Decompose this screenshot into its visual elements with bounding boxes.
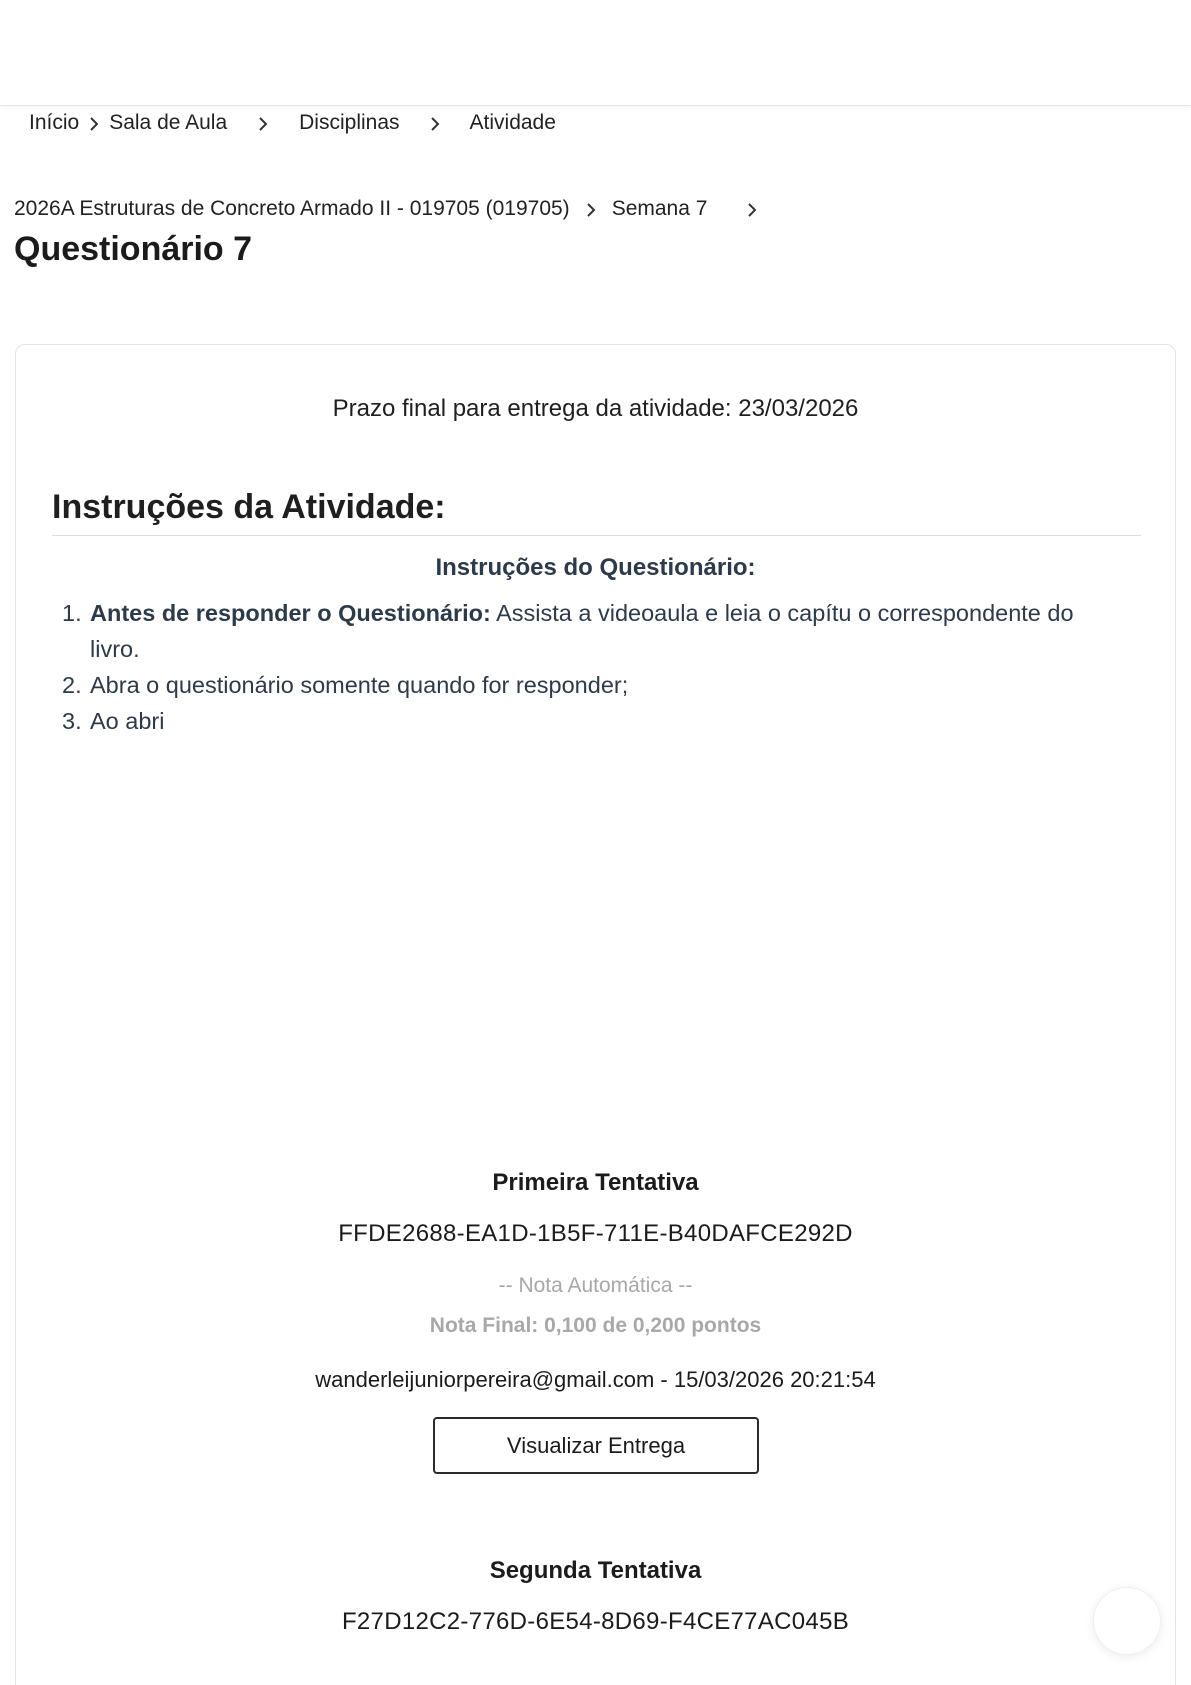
list-item-text: Ao abri — [90, 708, 165, 734]
course-breadcrumb — [14, 194, 797, 224]
list-item-text: Abra o questionário somente quando for responder; — [90, 672, 629, 698]
list-item — [62, 595, 1122, 667]
deadline-text: Prazo final para entrega da atividade: 23/03/2026 — [332, 395, 859, 422]
attempt-title: Segunda Tentativa — [489, 1557, 702, 1584]
list-number: 2. — [62, 672, 82, 698]
instructions-subtitle: Instruções do Questionário: — [435, 554, 756, 581]
breadcrumb — [29, 108, 556, 138]
attempt-code: F27D12C2-776D-6E54-8D69-F4CE77AC045B — [341, 1608, 850, 1635]
breadcrumb-course[interactable]: 2026A Estruturas de Concreto Armado II - 019705 (019705) — [14, 197, 570, 220]
instructions-heading: Instruções da Atividade: — [52, 488, 446, 526]
activity-card — [15, 344, 1176, 1685]
attempt-code: FFDE2688-EA1D-1B5F-711E-B40DAFCE292D — [338, 1220, 853, 1247]
list-item-bold: Antes de responder o Questionário: — [90, 600, 491, 626]
attempt-title: Primeira Tentativa — [492, 1169, 699, 1196]
list-item-text: Assista a videoaula e leia o capítu o correspondente do livro. — [90, 600, 1074, 662]
list-item — [62, 667, 1122, 703]
breadcrumb-disciplinas[interactable]: Disciplinas — [299, 111, 400, 134]
list-number: 1. — [62, 600, 82, 626]
divider — [52, 535, 1141, 536]
chevron-right-icon — [227, 110, 299, 136]
breadcrumb-atividade[interactable]: Atividade — [469, 111, 556, 134]
final-grade: Nota Final: 0,100 de 0,200 pontos — [429, 1314, 762, 1337]
floating-action-button[interactable] — [1093, 1587, 1161, 1655]
view-submission-button[interactable]: Visualizar Entrega — [433, 1417, 759, 1474]
breadcrumb-sala-de-aula[interactable]: Sala de Aula — [109, 111, 228, 134]
chevron-right-icon — [400, 110, 470, 136]
chevron-right-icon — [707, 196, 797, 222]
list-item — [62, 703, 1122, 739]
chevron-right-icon — [570, 196, 612, 222]
instructions-list — [62, 595, 1122, 739]
auto-grade-label: -- Nota Automática -- — [498, 1274, 693, 1297]
breadcrumb-inicio[interactable]: Início — [29, 111, 80, 134]
page-title: Questionário 7 — [14, 230, 253, 268]
top-bar — [0, 0, 1191, 106]
list-number: 3. — [62, 708, 82, 734]
chevron-right-icon — [79, 110, 109, 136]
submission-info: wanderleijuniorpereira@gmail.com - 15/03/2026 20:21:54 — [315, 1367, 876, 1392]
breadcrumb-week[interactable]: Semana 7 — [611, 197, 708, 220]
